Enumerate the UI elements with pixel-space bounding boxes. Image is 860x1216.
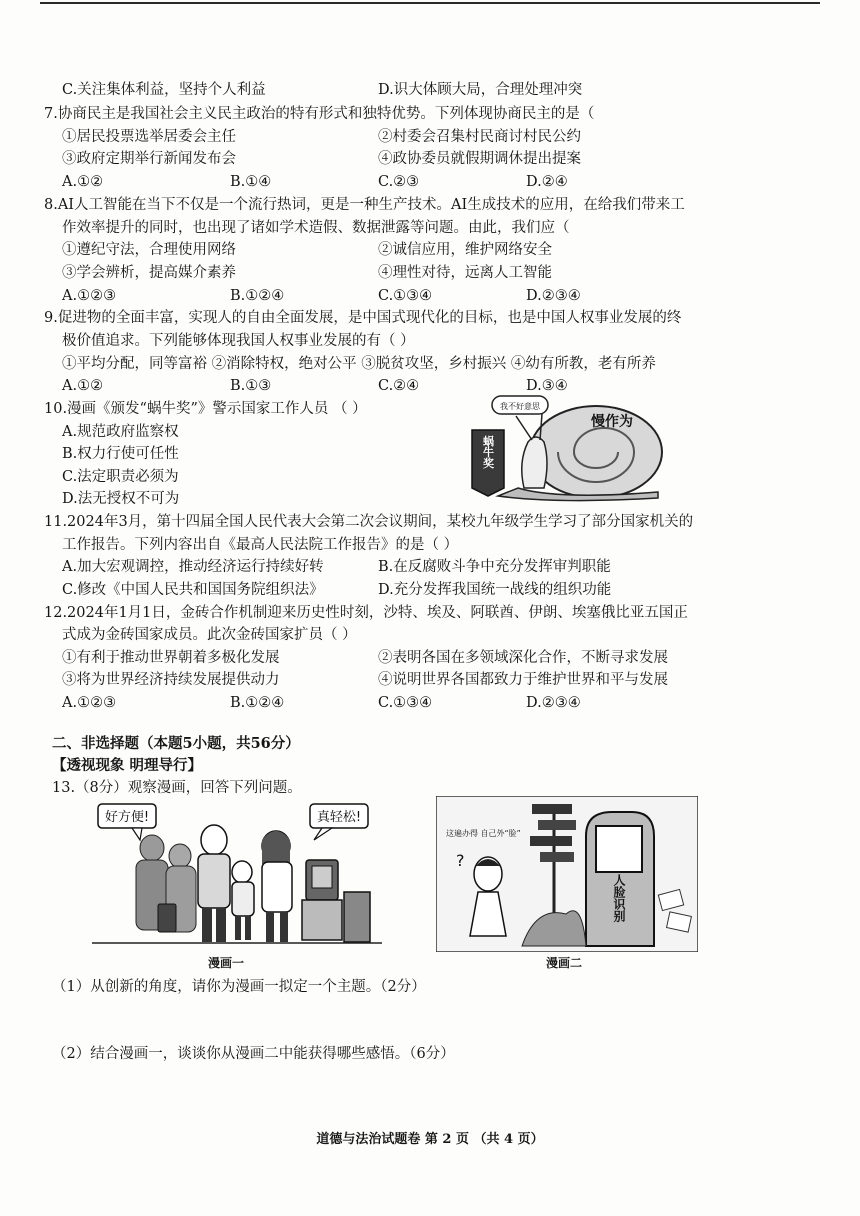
q10-option-a: A.规范政府监察权 — [62, 424, 179, 440]
q8-statement-2: ②诚信应用，维护网络安全 — [378, 242, 552, 258]
q9-option-c: C.②④ — [378, 378, 420, 394]
cartoon-two-thought: 这遍办得 自己外“脸” — [446, 829, 521, 838]
q10-option-c: C.法定职责必须为 — [62, 469, 179, 485]
q13-sub2: （2）结合漫画一，谈谈你从漫画二中能获得哪些感悟。（6分） — [52, 1046, 455, 1062]
q8-option-b: B.①②④ — [230, 288, 285, 304]
q7-statement-4: ④政协委员就假期调休提出提案 — [378, 151, 581, 167]
q8-stem-line2: 作效率提升的同时，也出现了诸如学术造假、数据泄露等问题。由此，我们应（ — [62, 220, 570, 236]
q7-statement-1: ①居民投票选举居委会主任 — [62, 129, 236, 145]
cartoon-one-bubble-left: 好方便! — [104, 810, 150, 825]
svg-text:?: ? — [456, 851, 465, 870]
q7-option-a: A.①② — [62, 174, 104, 190]
q11-option-a: A.加大宏观调控，推动经济运行持续好转 — [62, 559, 324, 575]
q12-option-d: D.②③④ — [526, 695, 581, 711]
q9-stem-line1: 9.促进物的全面丰富，实现人的自由全面发展，是中国式现代化的目标，也是中国人权事业发展的终 — [44, 310, 682, 326]
q12-statement-2: ②表明各国在多领域深化合作，不断寻求发展 — [378, 650, 668, 666]
q9-option-b: B.①③ — [230, 378, 272, 394]
q12-option-a: A.①②③ — [62, 695, 117, 711]
q6-option-d: D.识大体顾大局，合理处理冲突 — [378, 82, 583, 98]
q9-statements: ①平均分配，同等富裕 ②消除特权，绝对公平 ③脱贫攻坚，乡村振兴 ④幼有所教，老有所养 — [62, 356, 656, 372]
q7-option-c: C.②③ — [378, 174, 420, 190]
q12-option-b: B.①②④ — [230, 695, 285, 711]
cartoon-one-bubble-right: 真轻松! — [316, 810, 362, 825]
q9-option-a: A.①② — [62, 378, 104, 394]
section2-tag: 【透视现象 明理导行】 — [52, 757, 203, 774]
q8-statement-1: ①遵纪守法，合理使用网络 — [62, 242, 236, 258]
q7-option-d: D.②④ — [526, 174, 568, 190]
q12-statement-4: ④说明世界各国都致力于维护世界和平与发展 — [378, 672, 668, 688]
cartoon-one — [92, 800, 382, 948]
q7-statement-3: ③政府定期举行新闻发布会 — [62, 151, 236, 167]
q11-stem-line2: 工作报告。下列内容出自《最高人民法院工作报告》的是（ ） — [62, 537, 459, 553]
top-rule — [40, 2, 820, 4]
q7-option-b: B.①④ — [230, 174, 272, 190]
q7-stem: 7.协商民主是我国社会主义民主政治的特有形式和独特优势。下列体现协商民主的是（ — [44, 106, 595, 122]
q11-option-d: D.充分发挥我国统一战线的组织功能 — [378, 582, 612, 598]
snail-bubble-text: 我不好意思 — [500, 402, 540, 411]
q12-option-c: C.①③④ — [378, 695, 433, 711]
q8-statement-4: ④理性对待，远离人工智能 — [378, 265, 552, 281]
snail-shell-label: 慢作为 — [591, 414, 633, 430]
q9-option-d: D.③④ — [526, 378, 568, 394]
q8-option-c: C.①③④ — [378, 288, 433, 304]
q9-stem-line2: 极价值追求。下列能够体现我国人权事业发展的有（ ） — [62, 333, 415, 349]
q8-option-a: A.①②③ — [62, 288, 117, 304]
q12-stem-line1: 12.2024年1月1日，金砖合作机制迎来历史性时刻，沙特、埃及、阿联酋、伊朗、埃塞俄比亚五国正 — [44, 605, 688, 621]
q8-stem-line1: 8.AI人工智能在当下不仅是一个流行热词，更是一种生产技术。AI生成技术的应用，在给我们带来工 — [44, 197, 685, 213]
q12-statement-3: ③将为世界经济持续发展提供动力 — [62, 672, 280, 688]
q6-option-c: C.关注集体利益，坚持个人利益 — [62, 82, 266, 98]
q11-stem-line1: 11.2024年3月，第十四届全国人民代表大会第二次会议期间，某校九年级学生学习了部分国家机关的 — [44, 514, 694, 530]
q10-option-b: B.权力行使可任性 — [62, 446, 179, 462]
section2-heading: 二、非选择题（本题5小题，共56分） — [52, 735, 300, 752]
q11-option-c: C.修改《中国人民共和国国务院组织法》 — [62, 582, 324, 598]
q10-option-d: D.法无授权不可为 — [62, 491, 180, 507]
q8-statement-3: ③学会辨析，提高媒介素养 — [62, 265, 236, 281]
cartoon-two-machine-label: 人脸识别 — [612, 874, 626, 922]
q13-sub1: （1）从创新的角度，请你为漫画一拟定一个主题。（2分） — [52, 979, 426, 995]
q13-stem: 13.（8分）观察漫画，回答下列问题。 — [52, 780, 302, 796]
snail-award-sign: 蜗牛奖 — [481, 435, 495, 469]
cartoon-two-caption: 漫画二 — [546, 956, 583, 970]
q7-statement-2: ②村委会召集村民商讨村民公约 — [378, 129, 581, 145]
q12-stem-line2: 式成为金砖国家成员。此次金砖国家扩员（ ） — [62, 627, 357, 643]
snail-award-cartoon — [458, 392, 668, 504]
cartoon-one-caption: 漫画一 — [208, 956, 245, 970]
q12-statement-1: ①有利于推动世界朝着多极化发展 — [62, 650, 280, 666]
q10-stem: 10.漫画《颁发“蜗牛奖”》警示国家工作人员 （ ） — [44, 401, 367, 417]
page-footer: 道德与法治试题卷 第 2 页 （共 4 页） — [316, 1132, 544, 1147]
cartoon-two — [436, 796, 698, 952]
q11-option-b: B.在反腐败斗争中充分发挥审判职能 — [378, 559, 611, 575]
q8-option-d: D.②③④ — [526, 288, 581, 304]
